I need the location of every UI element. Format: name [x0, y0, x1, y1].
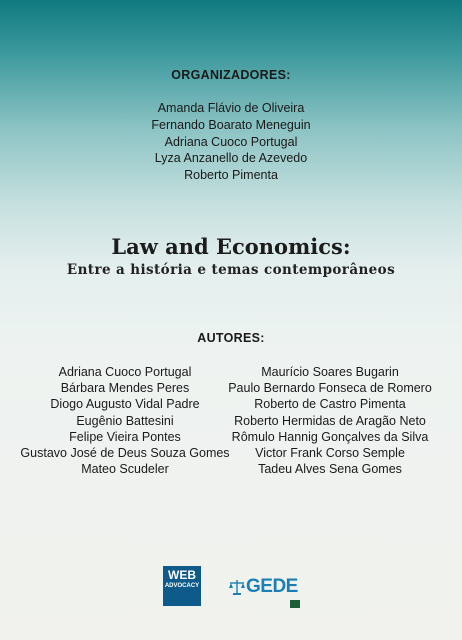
authors-left-column [16, 364, 234, 477]
author-name: Felipe Vieira Pontes [69, 429, 181, 444]
organizer-name: Amanda Flávio de Oliveira [157, 101, 305, 115]
author-name: Roberto de Castro Pimenta [254, 397, 406, 412]
author-name: Gustavo José de Deus Souza Gomes [20, 446, 230, 461]
author-name: Rômulo Hannig Gonçalves da Silva [231, 429, 429, 444]
author-name: Diogo Augusto Vidal Padre [50, 397, 200, 412]
author-name: Bárbara Mendes Peres [60, 381, 190, 396]
badge-icon [290, 600, 300, 608]
organizer-name: Fernando Boarato Meneguin [151, 117, 311, 132]
author-name: Maurício Soares Bugarin [261, 365, 399, 379]
organizer-name: Roberto Pimenta [184, 168, 278, 183]
authors-heading: AUTORES: [197, 331, 265, 345]
organizers-heading: ORGANIZADORES: [171, 68, 291, 82]
author-name: Roberto Hermidas de Aragão Neto [234, 413, 426, 428]
gede-logo-text: GEDE [246, 576, 298, 597]
author-name: Eugênio Battesini [76, 413, 174, 428]
web-logo-subtext: ADVOCACY [164, 583, 200, 589]
web-logo-text: WEB [168, 568, 196, 582]
book-title: Law and Economics: [111, 234, 351, 259]
author-name: Mateo Scudeler [81, 462, 169, 477]
publisher-logos [0, 566, 462, 616]
organizer-name: Lyza Anzanello de Azevedo [154, 151, 308, 166]
author-name: Adriana Cuoco Portugal [58, 365, 192, 379]
author-name: Victor Frank Corso Semple [255, 446, 405, 461]
scales-icon [228, 578, 246, 596]
organizer-name: Adriana Cuoco Portugal [164, 134, 298, 149]
authors-right-column [224, 364, 436, 477]
organizers-list [0, 100, 462, 184]
gede-logo [228, 576, 318, 616]
book-subtitle: Entre a história e temas contemporâneos [66, 262, 396, 278]
author-name: Tadeu Alves Sena Gomes [258, 462, 402, 477]
author-name: Paulo Bernardo Fonseca de Romero [228, 381, 432, 396]
web-advocacy-logo [163, 566, 201, 606]
